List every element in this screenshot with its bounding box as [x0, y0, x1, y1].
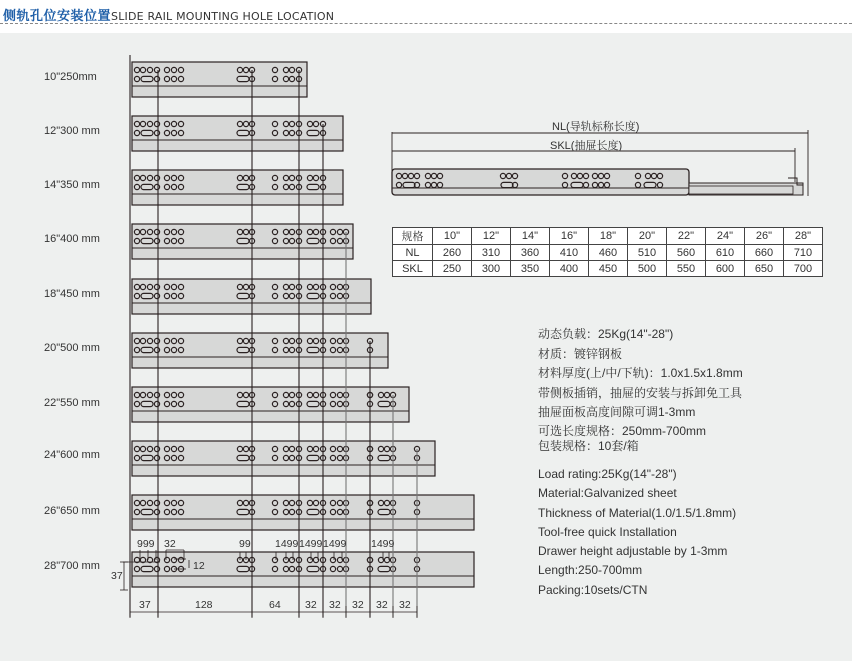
table-cell: 310 — [472, 245, 511, 261]
table-cell: 550 — [667, 261, 706, 277]
dim-bottom-32-c: 32 — [352, 599, 364, 611]
rail-label-12: 12"300 mm — [44, 125, 100, 137]
dim-label-1499-b: 1499 — [299, 538, 323, 550]
spec-line: 包装规格：10套/箱 — [538, 438, 639, 453]
skl-label: SKL(抽屉长度) — [550, 140, 623, 152]
spec-line: Thickness of Material(1.0/1.5/1.8mm) — [538, 505, 737, 520]
spec-table — [392, 227, 823, 277]
title-en: SLIDE RAIL MOUNTING HOLE LOCATION — [111, 10, 335, 23]
rail-label-26: 26"650 mm — [44, 505, 100, 517]
rail-label-20: 20"500 mm — [44, 342, 100, 354]
table-cell: 260 — [433, 245, 472, 261]
dim-bottom-32-d: 32 — [376, 599, 388, 611]
table-cell: 10" — [433, 228, 472, 245]
dim-label-99: 99 — [239, 538, 251, 550]
dim-bottom-64: 64 — [269, 599, 281, 611]
table-cell: 规格 — [393, 228, 433, 245]
dim-label-37-height: 37 — [111, 570, 123, 582]
table-cell: 14" — [511, 228, 550, 245]
rail-label-22: 22"550 mm — [44, 397, 100, 409]
dim-bottom-128: 128 — [195, 599, 213, 611]
table-header-row — [393, 228, 823, 245]
spec-line: 带侧板插销，抽屉的安装与拆卸免工具 — [538, 385, 743, 400]
table-cell: 600 — [706, 261, 745, 277]
dim-label-999: 999 — [137, 538, 155, 550]
table-cell: 510 — [628, 245, 667, 261]
spec-line: 材质：镀锌钢板 — [538, 346, 623, 361]
table-cell: 22" — [667, 228, 706, 245]
table-cell: 700 — [784, 261, 823, 277]
spec-line: Packing:10sets/CTN — [538, 582, 648, 597]
dim-label-1499-c: 1499 — [323, 538, 347, 550]
table-cell: 610 — [706, 245, 745, 261]
rail-label-18: 18"450 mm — [44, 288, 100, 300]
dim-label-12: 12 — [193, 560, 205, 572]
table-row-nl — [393, 245, 823, 261]
dim-label-1499-d: 1499 — [371, 538, 395, 550]
table-cell: 360 — [511, 245, 550, 261]
rail-label-28: 28"700 mm — [44, 560, 100, 572]
rail-label-10: 10"250mm — [44, 71, 97, 83]
table-cell: 250 — [433, 261, 472, 277]
spec-line: Material:Galvanized sheet — [538, 486, 677, 501]
spec-line: 可选长度规格：250mm-700mm — [538, 423, 707, 438]
spec-line: 材料厚度(上/中/下轨)：1.0x1.5x1.8mm — [538, 366, 743, 380]
spec-line: 抽屉面板高度间隙可调1-3mm — [538, 405, 696, 419]
rail-label-24: 24"600 mm — [44, 449, 100, 461]
table-cell: SKL — [393, 261, 433, 277]
table-cell: 12" — [472, 228, 511, 245]
spec-line: 动态负载：25Kg(14"-28") — [538, 327, 674, 341]
table-cell: 300 — [472, 261, 511, 277]
table-cell: 500 — [628, 261, 667, 277]
dim-bottom-37: 37 — [139, 599, 151, 611]
dim-label-1499-a: 1499 — [275, 538, 299, 550]
rail-label-14: 14"350 mm — [44, 179, 100, 191]
table-cell: 450 — [589, 261, 628, 277]
table-cell: 28" — [784, 228, 823, 245]
dim-label-32: 32 — [164, 538, 176, 550]
table-cell: 24" — [706, 228, 745, 245]
table-cell: 18" — [589, 228, 628, 245]
spec-line: Load rating:25Kg(14"-28") — [538, 467, 677, 481]
table-cell: 400 — [550, 261, 589, 277]
spec-line: Length:250-700mm — [538, 563, 643, 578]
table-cell: NL — [393, 245, 433, 261]
specs-en — [538, 465, 736, 600]
rail-label-16: 16"400 mm — [44, 233, 100, 245]
nl-label: NL(导轨标称长度) — [552, 121, 640, 133]
spec-line: Drawer height adjustable by 1-3mm — [538, 544, 728, 559]
specs-cn — [538, 325, 743, 453]
table-cell: 16" — [550, 228, 589, 245]
dim-bottom-32-b: 32 — [329, 599, 341, 611]
title-cn: 侧轨孔位安装位置 — [3, 8, 112, 23]
table-cell: 26" — [745, 228, 784, 245]
table-cell: 350 — [511, 261, 550, 277]
table-cell: 460 — [589, 245, 628, 261]
table-cell: 660 — [745, 245, 784, 261]
table-cell: 560 — [667, 245, 706, 261]
table-row-skl — [393, 261, 823, 277]
table-cell: 650 — [745, 261, 784, 277]
spec-line: Tool-free quick Installation — [538, 524, 677, 539]
dim-bottom-32-e: 32 — [399, 599, 411, 611]
dim-bottom-32-a: 32 — [305, 599, 317, 611]
table-cell: 710 — [784, 245, 823, 261]
table-cell: 20" — [628, 228, 667, 245]
table-cell: 410 — [550, 245, 589, 261]
